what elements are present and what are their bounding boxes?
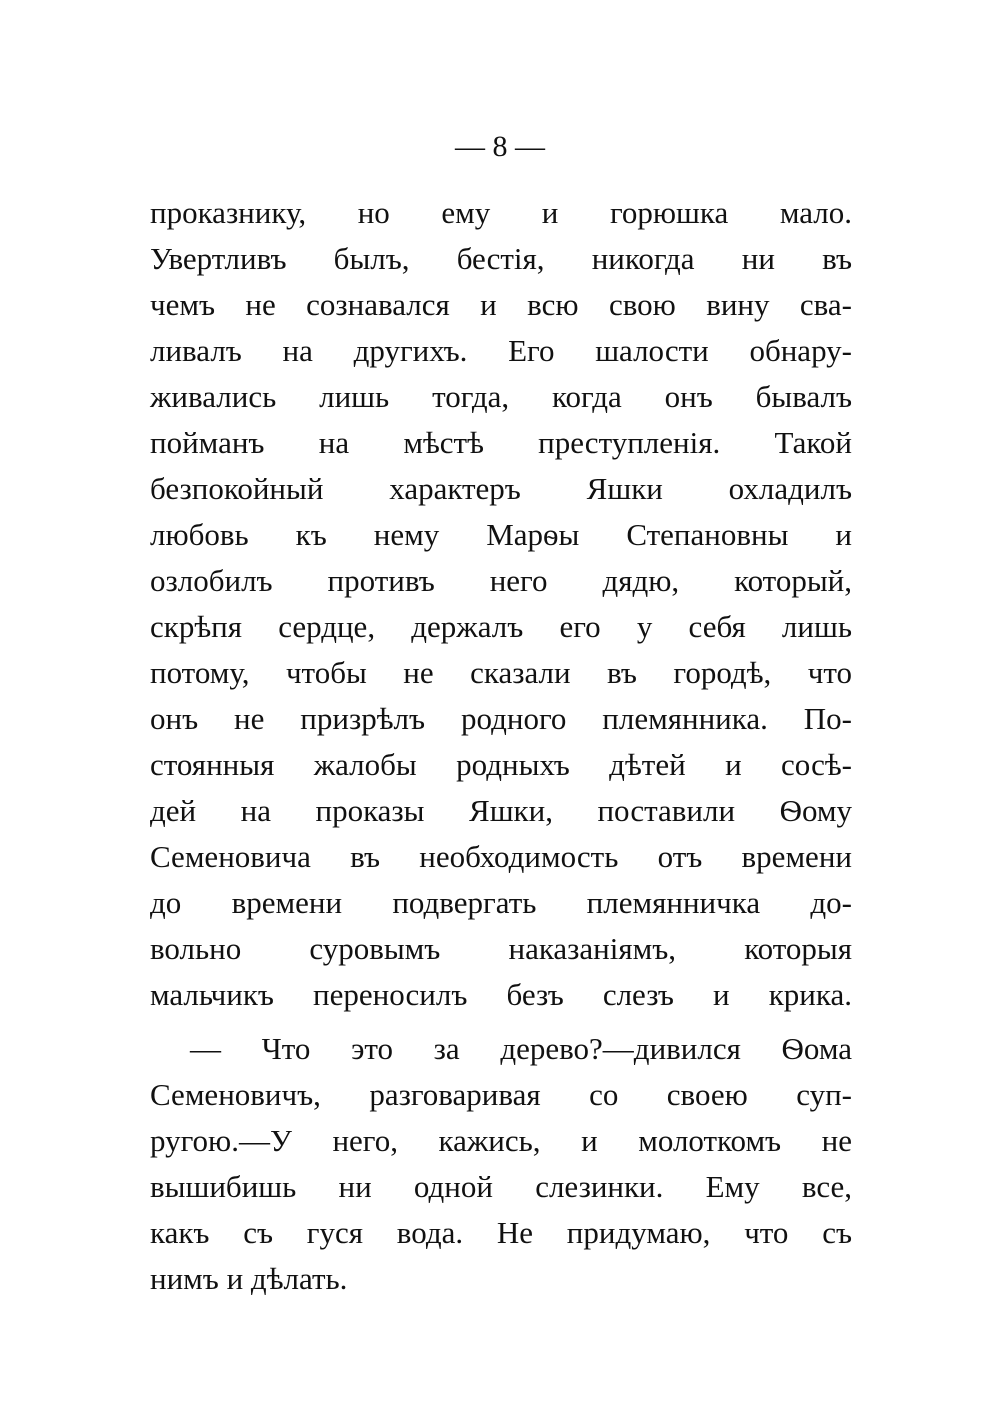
text-line: нимъ и дѣлать.: [150, 1261, 348, 1296]
paragraph-2: [150, 1026, 852, 1302]
text-line: какъ съ гуся вода. Не придумаю, что съ: [150, 1215, 852, 1250]
text-line: Увертливъ былъ, бестія, никогда ни въ: [150, 241, 852, 276]
text-line: потому, чтобы не сказали въ городѣ, что: [150, 655, 852, 690]
text-line: безпокойный характеръ Яшки охладилъ: [150, 471, 852, 506]
text-line: Семеновичъ, разговаривая со своею суп-: [150, 1077, 852, 1112]
text-line: чемъ не сознавался и всю свою вину сва-: [150, 287, 852, 322]
text-line: пойманъ на мѣстѣ преступленія. Такой: [150, 425, 852, 460]
text-line: стоянныя жалобы родныхъ дѣтей и сосѣ-: [150, 747, 852, 782]
text-line: скрѣпя сердце, держалъ его у себя лишь: [150, 609, 852, 644]
text-line: вышибишь ни одной слезинки. Ему все,: [150, 1169, 852, 1204]
text-line: живались лишь тогда, когда онъ бывалъ: [150, 379, 852, 414]
text-line: онъ не призрѣлъ родного племянника. По-: [150, 701, 852, 736]
text-line: — Что это за дерево?—дивился Ѳома: [190, 1031, 852, 1066]
text-line: мальчикъ переносилъ безъ слезъ и крика.: [150, 977, 852, 1012]
page-number: — 8 —: [455, 130, 545, 163]
text-line: до времени подвергать племянничка до-: [150, 885, 852, 920]
paragraph-1: [150, 190, 852, 1018]
text-line: ливалъ на другихъ. Его шалости обнару-: [150, 333, 852, 368]
text-line: проказнику, но ему и горюшка мало.: [150, 195, 852, 230]
text-line: Семеновича въ необходимость отъ времени: [150, 839, 852, 874]
text-line: озлобилъ противъ него дядю, который,: [150, 563, 852, 598]
text-line: вольно суровымъ наказаніямъ, которыя: [150, 931, 852, 966]
text-line: ругою.—У него, кажись, и молоткомъ не: [150, 1123, 852, 1158]
text-line: любовь къ нему Марѳы Степановны и: [150, 517, 852, 552]
text-line: дей на проказы Яшки, поставили Ѳому: [150, 793, 852, 828]
body-text: [150, 190, 852, 1302]
